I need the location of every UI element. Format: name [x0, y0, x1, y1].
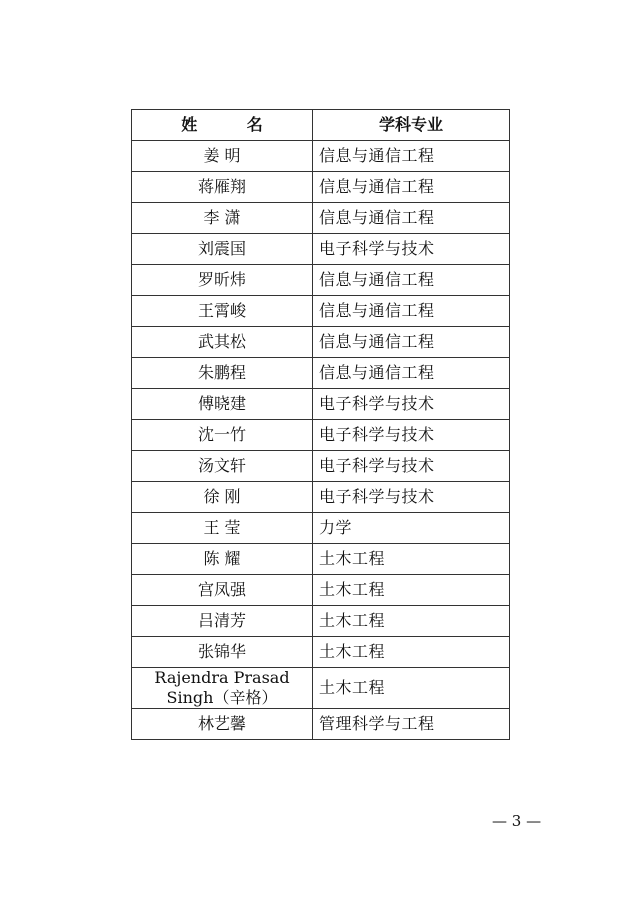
major-cell: 电子科学与技术 — [313, 420, 510, 451]
page-number: — 3 — — [492, 812, 542, 830]
table-row — [132, 265, 510, 296]
table-row — [132, 327, 510, 358]
roster-table — [131, 109, 510, 740]
name-cell: 沈一竹 — [132, 420, 313, 451]
name-cell: 王 莹 — [132, 513, 313, 544]
name-cell: 陈 耀 — [132, 544, 313, 575]
table-row — [132, 358, 510, 389]
table-row — [132, 234, 510, 265]
name-cell: 吕清芳 — [132, 606, 313, 637]
name-cell: 姜 明 — [132, 141, 313, 172]
table-row — [132, 172, 510, 203]
table-row — [132, 451, 510, 482]
table-body — [132, 141, 510, 740]
major-cell: 信息与通信工程 — [313, 141, 510, 172]
major-cell: 信息与通信工程 — [313, 265, 510, 296]
major-cell: 电子科学与技术 — [313, 451, 510, 482]
table-row — [132, 575, 510, 606]
major-cell: 土木工程 — [313, 668, 510, 709]
name-cell — [132, 668, 313, 709]
name-cell: 李 潇 — [132, 203, 313, 234]
name-cell: 汤文轩 — [132, 451, 313, 482]
table-row — [132, 296, 510, 327]
name-cell: 罗昕炜 — [132, 265, 313, 296]
name-line-1: Rajendra Prasad — [154, 668, 290, 687]
name-cell: 刘震国 — [132, 234, 313, 265]
header-name — [132, 110, 313, 141]
major-cell: 电子科学与技术 — [313, 234, 510, 265]
table-row — [132, 513, 510, 544]
major-cell: 土木工程 — [313, 637, 510, 668]
table-row — [132, 544, 510, 575]
name-cell: 徐 刚 — [132, 482, 313, 513]
major-cell: 电子科学与技术 — [313, 389, 510, 420]
name-cell: 林艺馨 — [132, 709, 313, 740]
major-cell: 力学 — [313, 513, 510, 544]
major-cell: 信息与通信工程 — [313, 203, 510, 234]
name-cell: 宫凤强 — [132, 575, 313, 606]
name-cell: 蒋雁翔 — [132, 172, 313, 203]
table-row — [132, 389, 510, 420]
table-row — [132, 482, 510, 513]
major-cell: 土木工程 — [313, 575, 510, 606]
table-row — [132, 606, 510, 637]
table-header-row — [132, 110, 510, 141]
name-cell: 武其松 — [132, 327, 313, 358]
table-row — [132, 420, 510, 451]
name-cell: 张锦华 — [132, 637, 313, 668]
table-row — [132, 709, 510, 740]
major-cell: 信息与通信工程 — [313, 296, 510, 327]
header-major: 学科专业 — [313, 110, 510, 141]
major-cell: 信息与通信工程 — [313, 358, 510, 389]
major-cell: 管理科学与工程 — [313, 709, 510, 740]
name-cell: 傅晓建 — [132, 389, 313, 420]
table-row — [132, 668, 510, 709]
header-name-label: 姓 名 — [181, 115, 285, 134]
major-cell: 信息与通信工程 — [313, 327, 510, 358]
major-cell: 土木工程 — [313, 606, 510, 637]
table-row — [132, 141, 510, 172]
major-cell: 信息与通信工程 — [313, 172, 510, 203]
name-cell: 王霄峻 — [132, 296, 313, 327]
table-row — [132, 203, 510, 234]
name-cell: 朱鹏程 — [132, 358, 313, 389]
name-line-2: Singh（辛格） — [166, 688, 278, 707]
table-row — [132, 637, 510, 668]
major-cell: 土木工程 — [313, 544, 510, 575]
major-cell: 电子科学与技术 — [313, 482, 510, 513]
